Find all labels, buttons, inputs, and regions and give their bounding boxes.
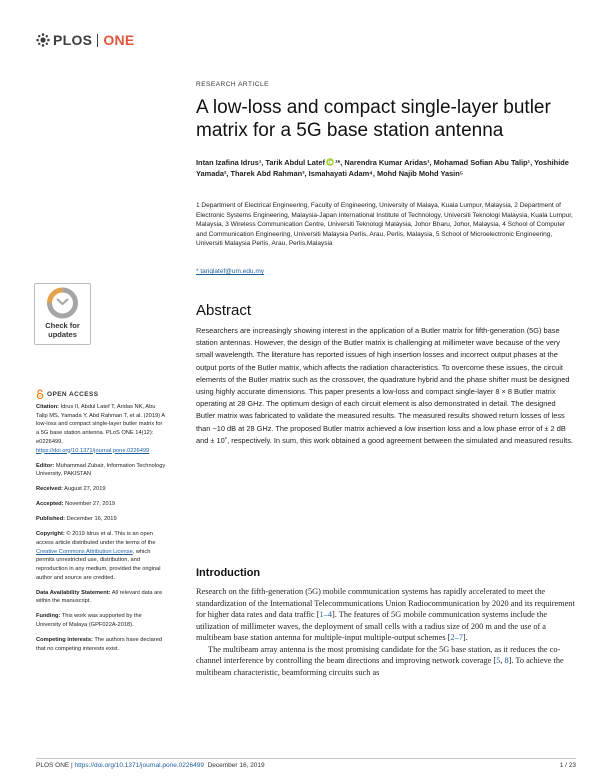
data-availability-block: Data Availability Statement: All relevant data are within the manuscript. bbox=[36, 589, 163, 605]
abstract-heading: Abstract bbox=[196, 302, 252, 319]
orcid-icon[interactable] bbox=[326, 158, 334, 166]
reference-link[interactable]: 8 bbox=[504, 656, 509, 665]
article-type: RESEARCH ARTICLE bbox=[196, 81, 269, 88]
editor-block: Editor: Muhammad Zubair, Information Technology University, PAKISTAN bbox=[36, 462, 166, 478]
plos-logo-icon bbox=[36, 33, 50, 47]
introduction-text bbox=[196, 586, 576, 678]
footer-divider bbox=[36, 758, 576, 759]
funding-block: Funding: This work was supported by the University of Malaya (GPF022A-2018). bbox=[36, 613, 142, 629]
corresponding-email[interactable]: * tariqlatef@um.edu.my bbox=[196, 268, 265, 275]
page-number: 1 / 23 bbox=[559, 762, 576, 769]
logo-divider bbox=[97, 34, 98, 47]
affiliations: 1 Department of Electrical Engineering, Faculty of Engineering, University of Malaya, Kuala Lumpur, Malaysia, 2 Department of Electronic Systems Engineering, Malaysia-Japan International Institute of Technology, Universiti Teknologi Malaysia, Kuala Lumpur, Malaysia, 3 Wireless Communication Centre, Universiti Teknologi Malaysia, Johor Bharu, Johor, Malaysia, 4 School of Computer and Communication Engineering, Universiti Malaysia Perlis, Arau, Perlis, Malaysia, 5 School of Microelectronic Engineering, Universiti Malaysia Perlis, Arau, Perlis,Malaysia bbox=[196, 202, 573, 248]
citation-doi-link[interactable]: https://doi.org/10.1371/journal.pone.0226499 bbox=[36, 447, 150, 454]
check-updates-icon bbox=[35, 284, 90, 344]
logo-plos-text: PLOS bbox=[53, 32, 93, 48]
published-block: Published: December 16, 2019 bbox=[36, 516, 117, 523]
footer-journal: PLOS ONE | bbox=[36, 762, 73, 769]
citation-block: Citation: Idrus II, Abdul Latef T, Aridas NK, Abu Talip MS, Yamada Y, Abd Rahman T, et al. (2019) A low-loss and compact single-layer butler matrix for a 5G base station antenna. PLoS ONE 14(12): e0226499. https://doi.org/10.1371/journal.pone.0226499 bbox=[36, 404, 165, 454]
page-footer bbox=[36, 762, 576, 769]
article-title: A low-loss and compact single-layer butler matrix for a 5G base station antenna bbox=[196, 97, 551, 141]
license-link[interactable]: Creative Commons Attribution License bbox=[36, 548, 133, 555]
check-for-updates-button[interactable] bbox=[34, 283, 91, 345]
author-list-part2: ¹*, Narendra Kumar Aridas¹, Mohamad Sofian Abu Talip¹, Yoshihide Yamada², Tharek Abd Rahman³, Ismahayati Adam⁴, Mohd Najib Mohd Yasin⁵ bbox=[196, 158, 569, 178]
article-metadata-sidebar bbox=[36, 403, 166, 660]
footer-date: December 16, 2019 bbox=[207, 762, 265, 769]
abstract-text: Researchers are increasingly showing interest in the application of a Butler matrix for fifth-generation (5G) base station antennas. However, the design of the Butler matrix is challenging at millimeter wave because of the very small wavelength. The literature has reported issues of high insertion losses and incorrect output phases at the output ports of the Butler matrix, which affects the radiation characteristics. To overcome these issues, the circuit elements of the Butler matrix such as the crossover, the quadrature hybrid and the phase shifter must be designed using highly accurate dimensions. This paper presents a low-loss and compact single-layer 8 × 8 Butler matrix operating at 28 GHz. The optimum design of each circuit element is also demonstrated in detail. The designed Butler matrix was fabricated to validate the measured results. The measured results showed return losses of less than −10 dB at 28 GHz. The proposed Butler matrix achieved a low insertion loss and a low phase error of ± 2 dB and ± 10˚, respectively. In sum, this work obtained a good agreement between the simulated and measured results. bbox=[196, 326, 573, 445]
competing-interests-block: Competing interests: The authors have declared that no competing interests exist. bbox=[36, 637, 163, 652]
received-block: Received: August 27, 2019 bbox=[36, 486, 106, 493]
introduction-heading: Introduction bbox=[196, 567, 261, 579]
author-list-part1: Intan Izafina Idrus¹, Tarik Abdul Latef bbox=[196, 158, 325, 167]
author-list bbox=[196, 158, 576, 179]
reference-link[interactable]: 5 bbox=[496, 656, 501, 665]
open-access-lock-icon bbox=[36, 389, 44, 399]
copyright-block: Copyright: © 2019 Idrus et al. This is an open access article distributed under the terms of the Creative Commons Attribution License, which permits unrestricted use, distribution, and reproduction in any medium, provided the original author and source are credited. bbox=[36, 531, 161, 581]
check-updates-line2: updates bbox=[48, 330, 77, 339]
reference-link[interactable]: 1–4 bbox=[319, 610, 332, 619]
intro-paragraph-1: Research on the fifth-generation (5G) mobile communication systems has rapidly accelerated to meet the standardization of the International Telecommunications Union Radiocommunication by 2020 and its requirement for higher data rates and data traffic [1–4]. The features of 5G mobile communication systems include the utilization of millimeter waves, the deployment of small cells with a radius size of 200 m and the use of a multibeam base station antenna for multiple-input multiple-output schemes [2–7]. bbox=[196, 587, 575, 642]
check-updates-line1: Check for bbox=[45, 321, 80, 330]
accepted-block: Accepted: November 27, 2019 bbox=[36, 501, 116, 508]
open-access-text: OPEN ACCESS bbox=[47, 390, 99, 398]
intro-paragraph-2: The multibeam array antenna is the most promising candidate for the 5G base station, as it reduces the co-channel interference by controlling the beam directions and improving network coverage [5, 8]. To achieve the multibeam characteristic, beamforming circuits such as bbox=[196, 644, 564, 677]
footer-doi-link[interactable]: https://doi.org/10.1371/journal.pone.0226499 bbox=[74, 762, 204, 769]
reference-link[interactable]: 2–7 bbox=[450, 633, 463, 642]
logo-one-text: ONE bbox=[103, 32, 135, 48]
open-access-label bbox=[36, 389, 98, 399]
journal-logo bbox=[36, 32, 135, 48]
